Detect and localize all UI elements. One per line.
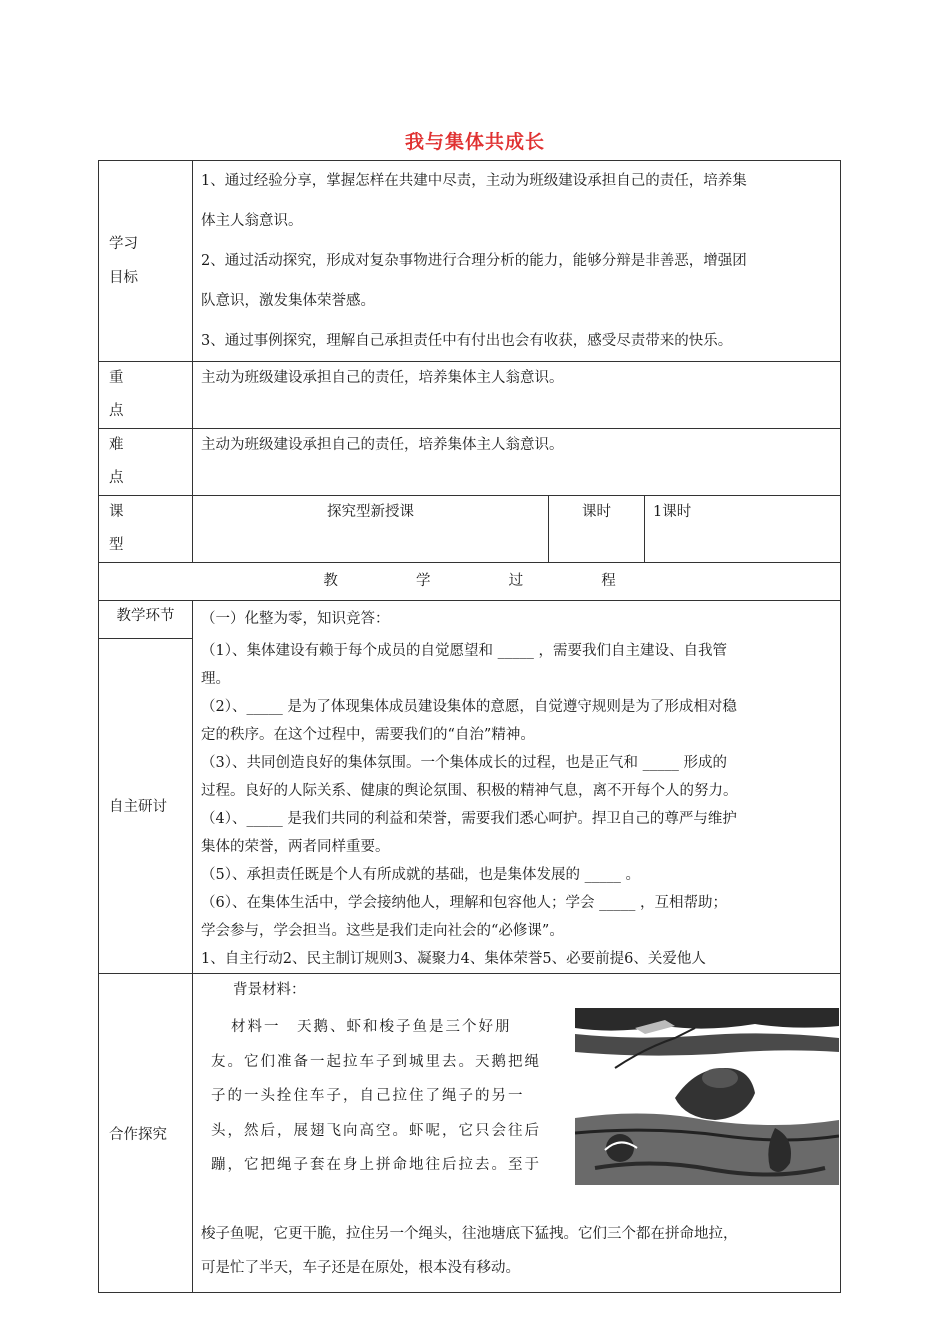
goals-row xyxy=(99,161,841,362)
self-study-line: （4）、_____ 是我们共同的利益和荣誉，需要我们悉心呵护。捍卫自己的尊严与维护 xyxy=(201,811,737,827)
self-study-label: 自主研讨 xyxy=(99,638,193,974)
material-tail-line: 可是忙了半天，车子还是在原处，根本没有移动。 xyxy=(201,1260,520,1276)
process-heading-char: 学 xyxy=(415,573,431,589)
key-point-label: 重点 xyxy=(99,362,193,429)
material-line: 蹦，它把绳子套在身上拼命地往后拉去。至于 xyxy=(211,1157,541,1173)
material-line: 友。它们准备一起拉车子到城里去。天鹅把绳 xyxy=(211,1053,541,1070)
material-tail-line: 梭子鱼呢，它更干脆，拉住另一个绳头，往池塘底下猛拽。它们三个都在拼命地拉， xyxy=(201,1226,738,1242)
background-heading: 背景材料： xyxy=(233,982,306,998)
process-heading-char: 教 xyxy=(323,573,338,589)
self-study-line: 过程。良好的人际关系、健康的舆论氛围、积极的精神气息，离不开每个人的努力。 xyxy=(201,783,738,799)
goal-line: 队意识，激发集体荣誉感。 xyxy=(201,293,375,309)
self-study-line: 定的秩序。在这个过程中，需要我们的“自治”精神。 xyxy=(201,727,535,743)
cooperation-row xyxy=(99,974,841,1293)
self-study-line: 学会参与，学会担当。这些是我们走向社会的“必修课”。 xyxy=(201,923,564,939)
material-line: 头，然后，展翅飞向高空。虾呢，它只会往后 xyxy=(211,1122,541,1139)
lesson-type-row xyxy=(99,496,841,563)
self-study-line: 集体的荣誉，两者同样重要。 xyxy=(201,839,390,855)
material-line: 材料一 天鹅、虾和梭子鱼是三个好朋 xyxy=(231,1019,512,1035)
goals-label-line2: 目标 xyxy=(109,270,138,286)
goal-line: 3、通过事例探究，理解自己承担责任中有付出也会有收获，感受尽责带来的快乐。 xyxy=(201,333,733,349)
hours-label: 课时 xyxy=(549,496,645,563)
material-one-text xyxy=(211,1010,561,1183)
self-study-line: （2）、_____ 是为了体现集体成员建设集体的意愿，自觉遵守规则是为了形成相对稳 xyxy=(201,699,737,715)
hours-value: 1课时 xyxy=(645,496,841,563)
lesson-type-value: 探究型新授课 xyxy=(193,496,549,563)
fable-illustration xyxy=(575,1008,839,1185)
material-one-tail xyxy=(201,1217,821,1285)
lesson-type-label: 课型 xyxy=(99,496,193,563)
goals-content xyxy=(193,161,841,362)
goals-label xyxy=(99,161,193,362)
lesson-plan-table xyxy=(98,160,841,1293)
process-heading xyxy=(99,563,841,601)
self-study-content xyxy=(193,601,841,974)
cooperation-label: 合作探究 xyxy=(99,974,193,1293)
self-study-line: （5）、承担责任既是个人有所成就的基础，也是集体发展的 _____ 。 xyxy=(201,867,640,883)
process-heading-char: 程 xyxy=(601,573,616,589)
stage-header: 教学环节 xyxy=(99,601,193,639)
difficulty-text: 主动为班级建设承担自己的责任，培养集体主人翁意识。 xyxy=(193,429,841,496)
self-study-line: （3）、共同创造良好的集体氛围。一个集体成长的过程，也是正气和 _____ 形成的 xyxy=(201,755,727,771)
material-line: 子的一头拴住车子，自己拉住了绳子的另一 xyxy=(211,1088,525,1104)
cooperation-content xyxy=(193,974,841,1293)
page-title: 我与集体共成长 xyxy=(404,131,545,153)
key-point-text: 主动为班级建设承担自己的责任，培养集体主人翁意识。 xyxy=(193,362,841,429)
difficulty-label: 难点 xyxy=(99,429,193,496)
self-study-intro: （一）化整为零，知识竞答： xyxy=(201,611,390,627)
difficulty-row xyxy=(99,429,841,496)
key-point-row xyxy=(99,362,841,429)
self-study-line: （1）、集体建设有赖于每个成员的自觉愿望和 _____ ，需要我们自主建设、自我管 xyxy=(201,643,727,659)
goals-label-line1: 学习 xyxy=(109,236,138,252)
goal-line: 体主人翁意识。 xyxy=(201,213,303,229)
goal-line: 2、通过活动探究，形成对复杂事物进行合理分析的能力，能够分辩是非善恶，增强团 xyxy=(201,253,747,269)
self-study-line: 理。 xyxy=(201,671,230,687)
process-heading-row xyxy=(99,563,841,601)
process-heading-char: 过 xyxy=(508,573,524,589)
goal-line: 1、通过经验分享，掌握怎样在共建中尽责，主动为班级建设承担自己的责任，培养集 xyxy=(201,173,747,189)
self-study-line: 1、自主行动2、民主制订规则3、凝聚力4、集体荣誉5、必要前提6、关爱他人 xyxy=(201,951,706,967)
stage-header-row xyxy=(99,601,841,639)
self-study-line: （6）、在集体生活中，学会接纳他人，理解和包容他人；学会 _____ ，互相帮助； xyxy=(201,895,727,911)
